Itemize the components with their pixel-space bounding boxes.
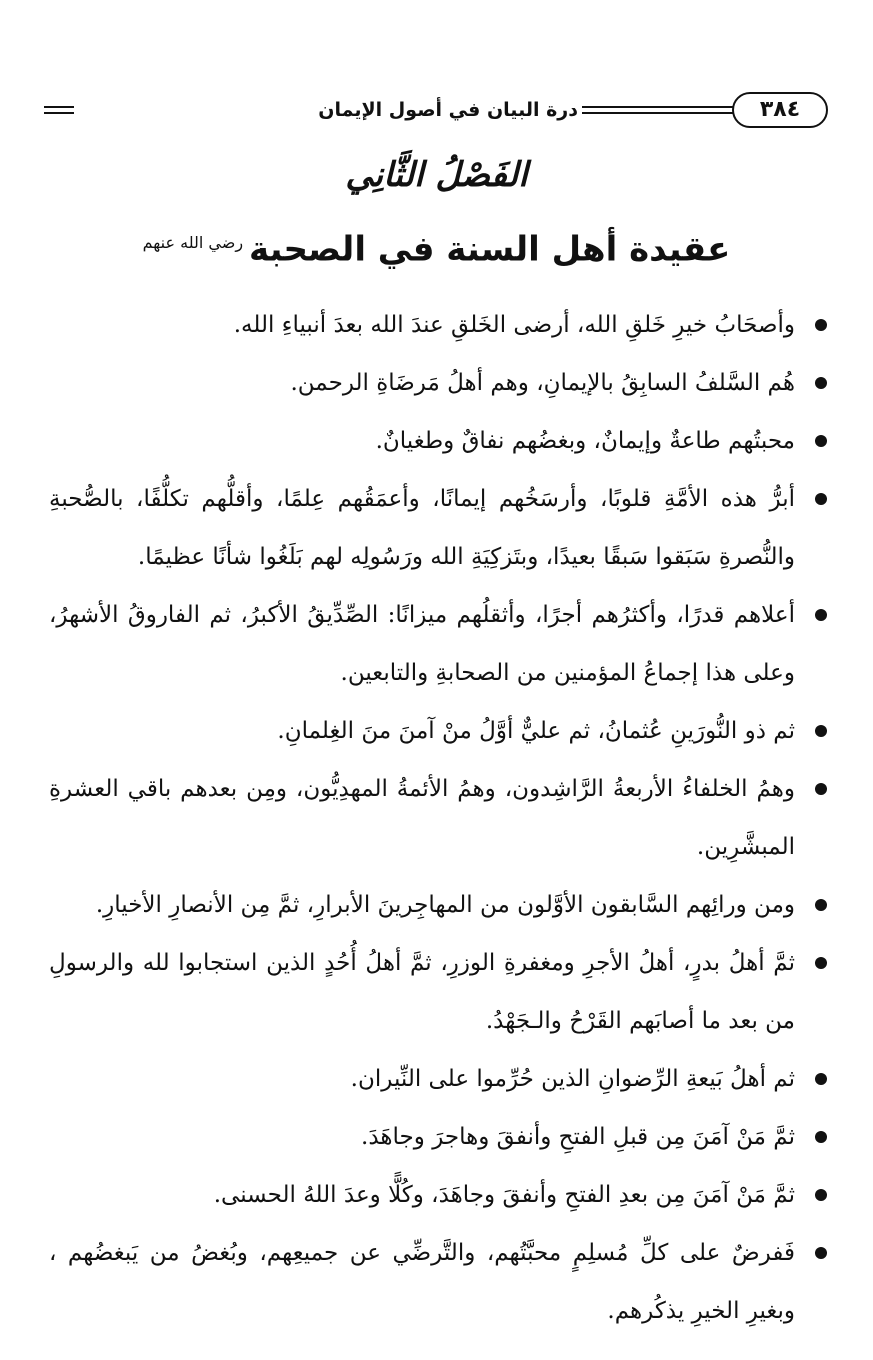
- list-item-text: ومن ورائِهم السَّابقون الأوَّلون من المهاجِرينَ الأبرارِ، ثمَّ مِن الأنصارِ الأخيارِ.: [95, 892, 795, 918]
- bullet-icon: [815, 435, 827, 447]
- list-item: [49, 1050, 829, 1108]
- bullet-icon: [815, 609, 827, 621]
- list-item: [49, 586, 829, 702]
- list-item-text: ثمَّ أهلُ بدرٍ، أهلُ الأجرِ ومغفرةِ الوزرِ، ثمَّ أهلُ أُحُدٍ الذين استجابوا لله والرسولِ من بعد ما أصابَهم القَرْحُ والـجَهْدُ.: [49, 950, 795, 1034]
- bullet-icon: [815, 1073, 827, 1085]
- list-item-text: هُم السَّلفُ السابِقُ بالإيمانِ، وهم أهلُ مَرضَاةِ الرحمن.: [290, 370, 795, 396]
- list-item-text: فَفرضٌ على كلِّ مُسلِمٍ محبَّتُهم، والتَّرضِّي عن جميعِهم، وبُغضُ من يَبغضُهم ، وبغيرِ الخيرِ يذكُرهم.: [49, 1240, 795, 1324]
- bullet-icon: [815, 783, 827, 795]
- creed-points-list: [49, 296, 829, 1340]
- list-item: [49, 702, 829, 760]
- bullet-icon: [815, 493, 827, 505]
- list-item-text: محبتُهم طاعةٌ وإيمانٌ، وبغضُهم نفاقٌ وطغيانٌ.: [375, 428, 795, 454]
- list-item: [49, 1166, 829, 1224]
- running-header: [40, 92, 828, 132]
- list-item-text: ثمَّ مَنْ آمَنَ مِن بعدِ الفتحِ وأنفقَ وجاهَدَ، وكُلًّا وعدَ اللهُ الحسنى.: [213, 1182, 795, 1208]
- list-item-text: ثم ذو النُّورَينِ عُثمانُ، ثم عليٌّ أوَّلُ منْ آمنَ منَ الغِلمانِ.: [277, 718, 795, 744]
- list-item-text: أبرُّ هذه الأمَّةِ قلوبًا، وأرسَخُهم إيمانًا، وأعمَقُهم عِلمًا، وأقلُّهم تكلُّفًا، بالصُّحبةِ والنُّصرةِ سَبَقوا سَبقًا بعيدًا، وبتَزكِيَةِ الله ورَسُولِه لهم بَلَغُوا شأنًا عظيمًا.: [49, 486, 795, 570]
- list-item-text: وهمُ الخلفاءُ الأربعةُ الرَّاشِدون، وهمُ الأئمةُ المهدِيُّون، ومِن بعدهم باقي العشرةِ المبشَّرِين.: [49, 776, 795, 860]
- chapter-label: الفَصْلُ الثَّانِي: [345, 155, 528, 195]
- bullet-icon: [815, 319, 827, 331]
- list-item: [49, 934, 829, 1050]
- bullet-icon: [815, 377, 827, 389]
- list-item: [49, 760, 829, 876]
- list-item-text: وأصحَابُ خيرِ خَلقِ الله، أرضى الخَلقِ عندَ الله بعدَ أنبياءِ الله.: [233, 312, 795, 338]
- page-number: ٣٨٤: [732, 92, 828, 128]
- chapter-title: عقيدة أهل السنة في الصحبة: [249, 229, 731, 270]
- list-item: [49, 876, 829, 934]
- chapter-title-line: [0, 218, 873, 274]
- bullet-icon: [815, 1189, 827, 1201]
- header-double-rule: [582, 106, 734, 114]
- list-item-text: أعلاهم قدرًا، وأكثرُهم أجرًا، وأثقلُهم ميزانًا: الصِّدِّيقُ الأكبرُ، ثم الفاروقُ الأشهرُ، وعلى هذا إجماعُ المؤمنين من الصحابةِ والتابعين.: [49, 602, 795, 686]
- bullet-icon: [815, 957, 827, 969]
- list-item: [49, 470, 829, 586]
- list-item: [49, 354, 829, 412]
- list-item: [49, 412, 829, 470]
- bullet-icon: [815, 899, 827, 911]
- list-item: [49, 1224, 829, 1340]
- bullet-icon: [815, 1131, 827, 1143]
- list-item: [49, 1108, 829, 1166]
- honorific-mark: رضي الله عنهم: [142, 233, 244, 252]
- bullet-icon: [815, 1247, 827, 1259]
- list-item-text: ثم أهلُ بَيعةِ الرِّضوانِ الذين حُرِّموا على النِّيران.: [350, 1066, 795, 1092]
- book-title: درة البيان في أصول الإيمان: [318, 99, 578, 121]
- bullet-icon: [815, 725, 827, 737]
- header-double-rule-end: [44, 106, 74, 114]
- list-item: [49, 296, 829, 354]
- list-item-text: ثمَّ مَنْ آمَنَ مِن قبلِ الفتحِ وأنفقَ وهاجرَ وجاهَدَ.: [361, 1124, 795, 1150]
